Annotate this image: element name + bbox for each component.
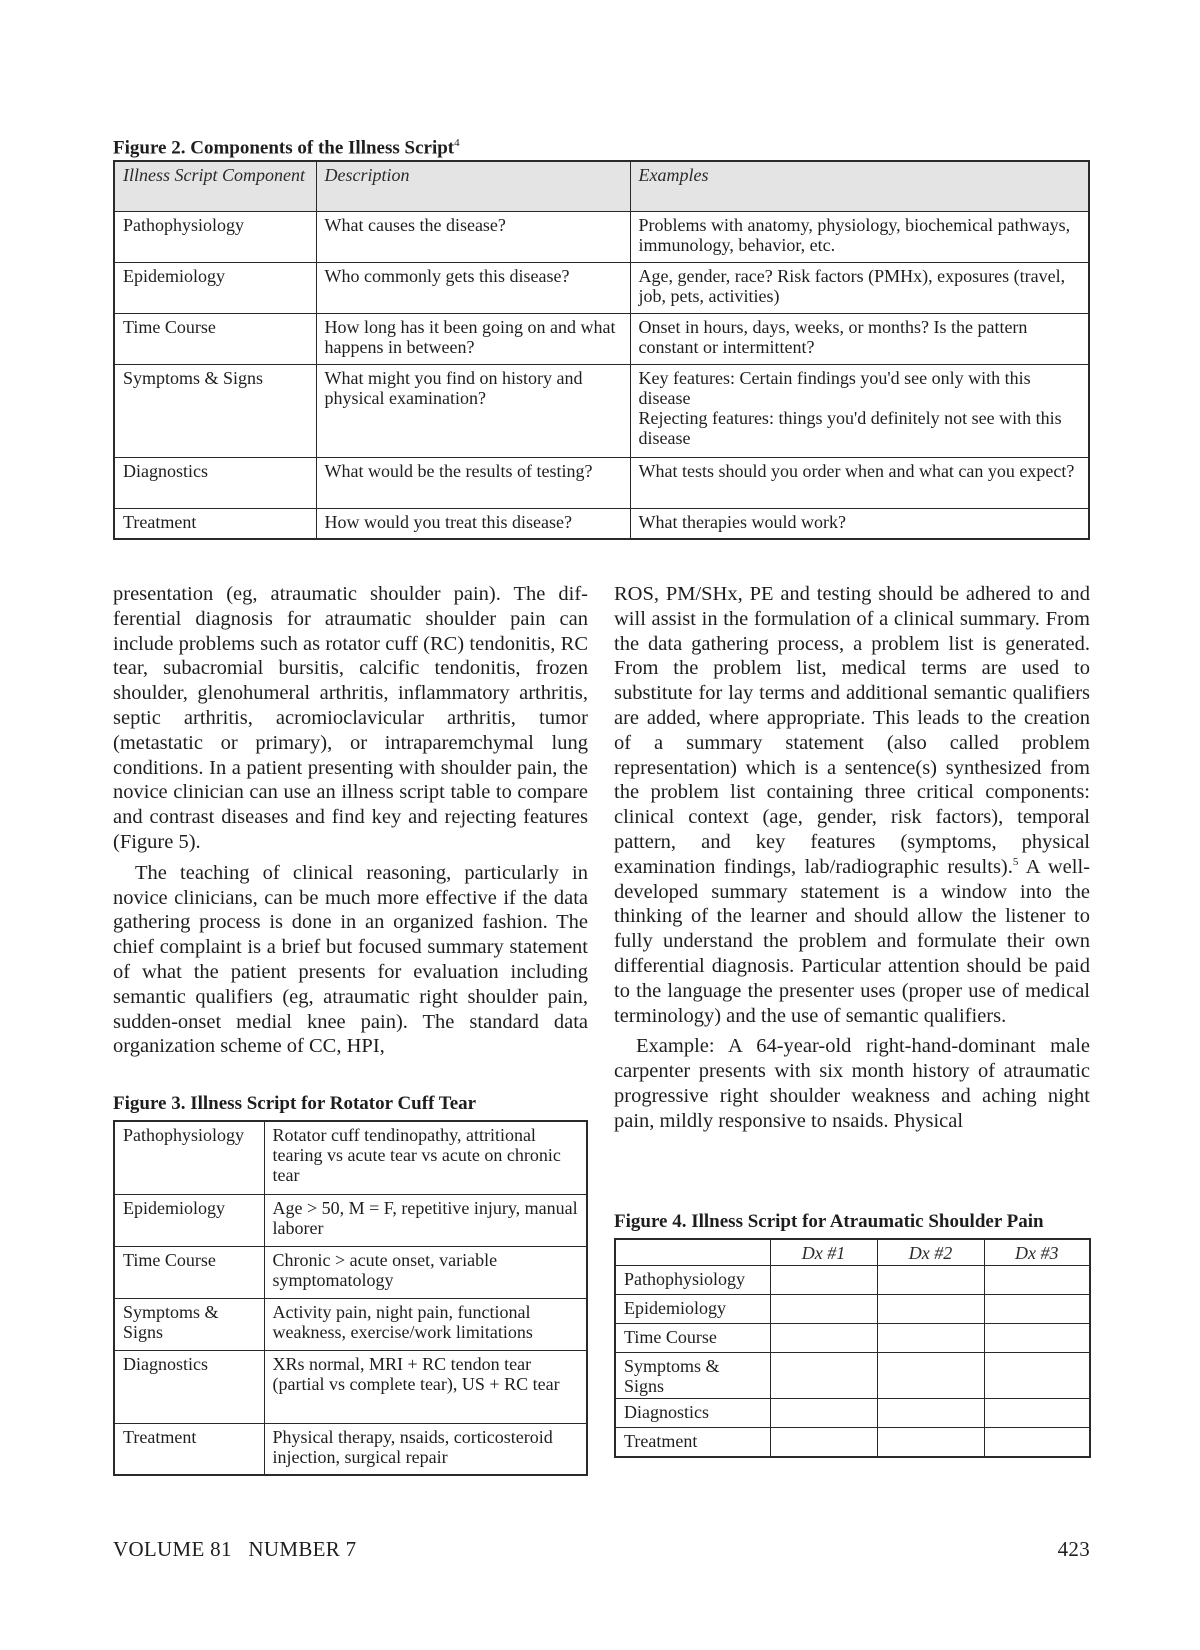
- table-cell: Physical therapy, nsaids, corticosteroid injection, surgical repair: [264, 1423, 587, 1475]
- table-header-row: [114, 161, 1089, 212]
- table-row: [114, 1423, 587, 1475]
- table-cell: Symptoms & Signs: [114, 1298, 264, 1350]
- table-row: [114, 314, 1089, 365]
- table-cell: Who commonly gets this disease?: [316, 263, 630, 314]
- table-cell: What therapies would work?: [630, 509, 1089, 539]
- table-cell: Treatment: [114, 1423, 264, 1475]
- table-cell: Age > 50, M = F, repetitive injury, manual laborer: [264, 1194, 587, 1246]
- empty-cell: [984, 1353, 1090, 1399]
- paragraph: ROS, PM/SHx, PE and testing should be adhered to and will assist in the formulation of a clinical summary. From the data gathering process, a problem list is generated. From the problem list, medical terms are used to substitute for lay terms and additional semantic qualifiers are added, where appropriate. This leads to the creation of a summary statement (also called problem representation) which is a sentence(s) synthesized from the problem list containing three critical components: clinical context (age, gender, risk factors), temporal pattern, and key features (symptoms, physical examination findings, lab/radiographic results).$^5$ A well-developed summary statement is a window into the thinking of the learner and should allow the listener to fully understand the problem and formulate their own differential diagnosis. Particular attention should be paid to the language the presenter uses (proper use of medical terminology) and the use of semantic qualifiers.: [614, 583, 1090, 1027]
- empty-cell: [877, 1399, 984, 1428]
- empty-cell: [770, 1324, 877, 1353]
- table-cell: Symptoms & Signs: [114, 365, 316, 458]
- empty-cell: [770, 1353, 877, 1399]
- empty-cell: [770, 1399, 877, 1428]
- table-cell: Time Course: [615, 1324, 770, 1353]
- table-row: [114, 212, 1089, 263]
- empty-cell: [877, 1428, 984, 1458]
- table-cell: Symptoms & Signs: [615, 1353, 770, 1399]
- table-cell: Time Course: [114, 314, 316, 365]
- figure-3-title: Figure 3. Illness Script for Rotator Cuff Tear: [113, 1093, 477, 1114]
- table-row: [615, 1266, 1090, 1295]
- column-header: [615, 1239, 770, 1266]
- table-row: [114, 1246, 587, 1298]
- table-row: [615, 1324, 1090, 1353]
- table-cell: Activity pain, night pain, functional weakness, exercise/work limitations: [264, 1298, 587, 1350]
- column-header: Dx #1: [770, 1239, 877, 1266]
- table-cell: Rotator cuff tendinopathy, attritional tearing vs acute tear vs acute on chronic tear: [264, 1121, 587, 1194]
- empty-cell: [984, 1428, 1090, 1458]
- table-row: [114, 263, 1089, 314]
- table-cell: Key features: Certain findings you'd see only with this disease Rejecting features: things you'd definitely not see with this disease: [630, 365, 1089, 458]
- table-row: [114, 365, 1089, 458]
- table-cell: Pathophysiology: [114, 1121, 264, 1194]
- empty-cell: [984, 1399, 1090, 1428]
- table-cell: What causes the disease?: [316, 212, 630, 263]
- table-cell: How would you treat this disease?: [316, 509, 630, 539]
- figure-3-table: [113, 1120, 588, 1476]
- table-cell: How long has it been going on and what happens in between?: [316, 314, 630, 365]
- empty-cell: [877, 1324, 984, 1353]
- table-cell: Epidemiology: [114, 263, 316, 314]
- table-row: [615, 1399, 1090, 1428]
- column-header: Dx #3: [984, 1239, 1090, 1266]
- journal-volume-footer: VOLUME 81 NUMBER 7: [113, 1537, 357, 1561]
- right-text-column: [614, 582, 1090, 1134]
- left-text-column: [113, 582, 588, 1059]
- table-cell: Problems with anatomy, physiology, biochemical pathways, immunology, behavior, etc.: [630, 212, 1089, 263]
- paragraph: The teaching of clinical reasoning, particularly in novice clinicians, can be much more effective if the data gathering process is done in an organized fashion. The chief complaint is a brief but focused summary statement of what the patient presents for evaluation including semantic qualifiers (eg, atraumatic right shoulder pain, sudden-onset medial knee pain). The standard data organization scheme of CC, HPI,: [113, 861, 588, 1058]
- table-row: [615, 1428, 1090, 1458]
- table-cell: Diagnostics: [615, 1399, 770, 1428]
- empty-cell: [770, 1295, 877, 1324]
- paragraph: presentation (eg, atraumatic shoulder pain). The differential diagnosis for atraumatic shoulder pain can include problems such as rotator cuff (RC) tendonitis, RC tear, subacromial bursitis, calcific tendonitis, frozen shoulder, glenohumeral arthritis, inflammatory arthritis, septic arthritis, acromioclavicular arthritis, tumor (metastatic or primary), or intraparemchymal lung conditions. In a patient presenting with shoulder pain, the novice clinician can use an illness script table to compare and contrast diseases and find key and rejecting features (Figure 5).: [113, 583, 588, 853]
- table-cell: What might you find on history and physical examination?: [316, 365, 630, 458]
- empty-cell: [877, 1353, 984, 1399]
- column-header: Dx #2: [877, 1239, 984, 1266]
- table-cell: Diagnostics: [114, 458, 316, 509]
- figure-4-title: Figure 4. Illness Script for Atraumatic Shoulder Pain: [614, 1211, 1044, 1232]
- table-cell: What would be the results of testing?: [316, 458, 630, 509]
- empty-cell: [877, 1266, 984, 1295]
- empty-cell: [770, 1428, 877, 1458]
- table-cell: What tests should you order when and what can you expect?: [630, 458, 1089, 509]
- table-header-row: [615, 1239, 1090, 1266]
- figure-2-title: Figure 2. Components of the Illness Script$^4$: [113, 137, 460, 159]
- table-cell: Time Course: [114, 1246, 264, 1298]
- table-cell: Age, gender, race? Risk factors (PMHx), exposures (travel, job, pets, activities): [630, 263, 1089, 314]
- empty-cell: [770, 1266, 877, 1295]
- table-cell: Chronic > acute onset, variable symptomatology: [264, 1246, 587, 1298]
- table-row: [615, 1295, 1090, 1324]
- column-header: Description: [316, 161, 630, 212]
- empty-cell: [984, 1324, 1090, 1353]
- table-row: [114, 509, 1089, 539]
- column-header: Examples: [630, 161, 1089, 212]
- empty-cell: [984, 1295, 1090, 1324]
- table-row: [114, 1350, 587, 1423]
- column-header: Illness Script Component: [114, 161, 316, 212]
- empty-cell: [984, 1266, 1090, 1295]
- page-number: 423: [1057, 1537, 1090, 1561]
- table-cell: Diagnostics: [114, 1350, 264, 1423]
- table-cell: Epidemiology: [615, 1295, 770, 1324]
- figure-2-table: [113, 160, 1090, 540]
- paragraph: Example: A 64-year-old right-hand-dominant male carpenter presents with six month history of atraumatic progressive right shoulder weakness and aching night pain, mildly responsive to nsaids. Physical: [614, 1035, 1090, 1132]
- table-cell: Pathophysiology: [615, 1266, 770, 1295]
- figure-4-table: [614, 1238, 1091, 1458]
- table-row: [114, 458, 1089, 509]
- table-row: [114, 1194, 587, 1246]
- table-cell: Treatment: [114, 509, 316, 539]
- table-cell: Epidemiology: [114, 1194, 264, 1246]
- table-row: [114, 1121, 587, 1194]
- table-row: [615, 1353, 1090, 1399]
- table-cell: Pathophysiology: [114, 212, 316, 263]
- table-cell: XRs normal, MRI + RC tendon tear (partial vs complete tear), US + RC tear: [264, 1350, 587, 1423]
- table-cell: Onset in hours, days, weeks, or months? Is the pattern constant or intermittent?: [630, 314, 1089, 365]
- table-cell: Treatment: [615, 1428, 770, 1458]
- table-row: [114, 1298, 587, 1350]
- empty-cell: [877, 1295, 984, 1324]
